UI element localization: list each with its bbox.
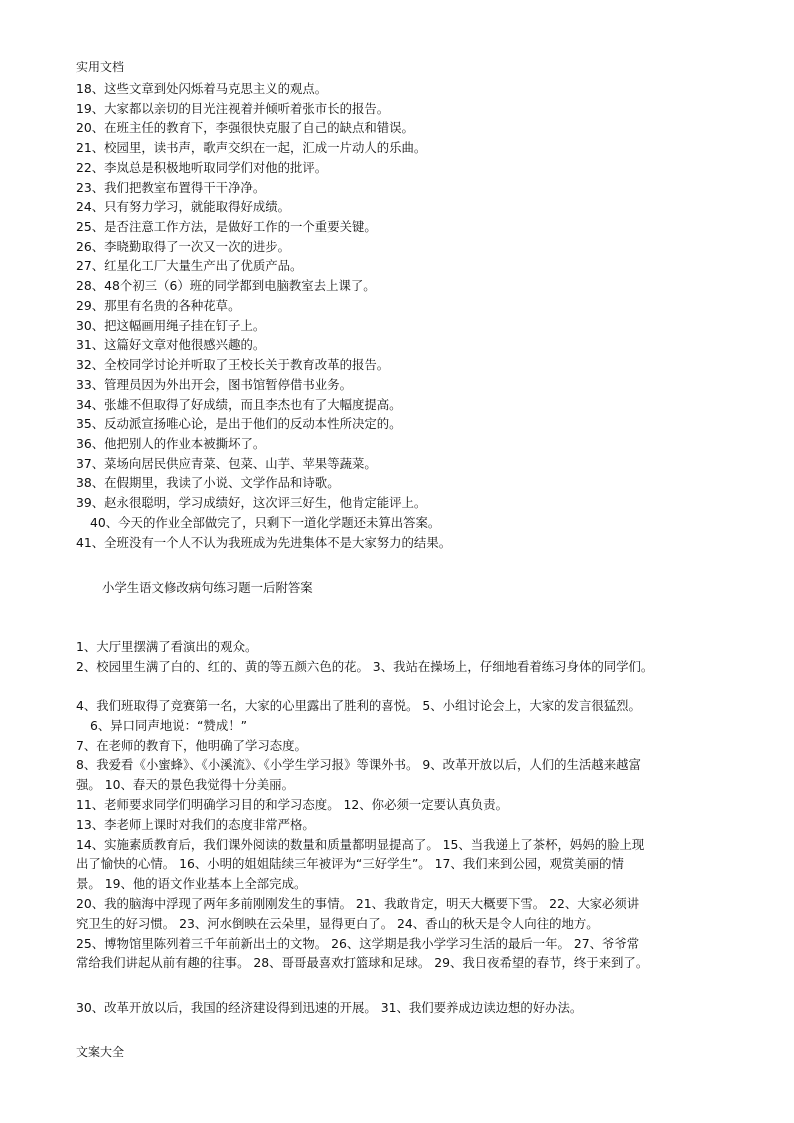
list-item: 33、管理员因为外出开会，图书馆暂停借书业务。 [76,376,352,392]
answer-line: 25、博物馆里陈列着三千年前新出土的文物。 26、这学期是我小学学习生活的最后一年。 27、爷爷常 [76,935,640,951]
answer-line: 30、改革开放以后，我国的经济建设得到迅速的开展。 31、我们要养成边读边想的好办法。 [76,1000,583,1015]
list-item: 41、全班没有一个人不认为我班成为先进集体不是大家努力的结果。 [76,534,452,550]
list-item: 28、48个初三（6）班的同学都到电脑教室去上课了。 [76,278,376,294]
list-item: 36、他把别人的作业本被撕坏了。 [76,435,266,451]
answer-line: 出了愉快的心情。 16、小明的姐姐陆续三年被评为“三好学生”。 17、我们来到公园，观赏美丽的情 [76,856,624,872]
list-item: 30、把这幅画用绳子挂在钉子上。 [76,317,266,333]
list-item: 35、反动派宣扬唯心论，是出于他们的反动本性所决定的。 [76,416,402,432]
answer-line: 7、在老师的教育下，他明确了学习态度。 [76,737,307,753]
answers-paragraph-2 [76,696,726,973]
answer-line: 20、我的脑海中浮现了两年多前刚刚发生的事情。 21、我敢肯定，明天大概要下雪。 22、大家必须讲 [76,895,640,911]
list-item: 40、今天的作业全部做完了，只剩下一道化学题还未算出答案。 [90,514,441,530]
answer-line: 究卫生的好习惯。 23、河水倒映在云朵里，显得更白了。 24、香山的秋天是令人向往的地方。 [76,915,599,931]
answer-line: 11、老师要求同学们明确学习目的和学习态度。 12、你必须一定要认真负责。 [76,796,508,812]
answer-line: 8、我爱看《小蜜蜂》、《小溪流》、《小学生学习报》等课外书。 9、改革开放以后，人们的生活越来越富 [76,757,641,773]
answer-line: 2、校园里生满了白的、红的、黄的等五颜六色的花。 3、我站在操场上，仔细地看着练习身体的同学们。 [76,658,654,674]
list-item: 23、我们把教室布置得干干净净。 [76,179,266,195]
answer-line: 6、异口同声地说：“赞成！” [90,717,248,733]
list-item: 20、在班主任的教育下，李强很快克服了自己的缺点和错误。 [76,120,414,136]
page-footer: 文案大全 [76,1045,125,1059]
list-item: 24、只有努力学习，就能取得好成绩。 [76,199,291,215]
answer-line: 13、李老师上课时对我们的态度非常严格。 [76,816,315,832]
section-title: 小学生语文修改病句练习题一后附答案 [102,580,313,595]
answer-line: 14、实施素质教育后，我们课外阅读的数量和质量都明显提高了。 15、当我递上了茶杯，妈妈的脸上现 [76,836,645,852]
answer-line: 强。 10、春天的景色我觉得十分美丽。 [76,777,294,793]
list-item: 29、那里有名贵的各种花草。 [76,297,241,313]
answers-paragraph-3 [76,998,726,1018]
answer-line: 4、我们班取得了竞赛第一名，大家的心里露出了胜利的喜悦。 5、小组讨论会上，大家的发言很猛烈。 [76,698,641,713]
sentence-list [76,79,726,552]
answer-line: 常给我们讲起从前有趣的往事。 28、哥哥最喜欢打篮球和足球。 29、我日夜希望的春节，终于来到了。 [76,955,649,971]
list-item: 31、这篇好文章对他很感兴趣的。 [76,337,266,353]
list-item: 21、校园里，读书声，歌声交织在一起，汇成一片动人的乐曲。 [76,140,427,156]
list-item: 18、这些文章到处闪烁着马克思主义的观点。 [76,81,328,96]
list-item: 22、李岚总是积极地听取同学们对他的批评。 [76,159,328,175]
list-item: 38、在假期里，我读了小说、文学作品和诗歌。 [76,475,340,491]
page-header: 实用文档 [76,60,125,74]
list-item: 39、赵永很聪明，学习成绩好，这次评三好生，他肯定能评上。 [76,495,427,511]
answer-line: 景。 19、他的语文作业基本上全部完成。 [76,876,307,892]
list-item: 37、菜场向居民供应青菜、包菜、山芋、苹果等蔬菜。 [76,455,377,471]
answer-line: 1、大厅里摆满了看演出的观众。 [76,639,258,654]
list-item: 34、张雄不但取得了好成绩，而且李杰也有了大幅度提高。 [76,396,402,412]
list-item: 26、李晓勤取得了一次又一次的进步。 [76,238,291,254]
list-item: 32、全校同学讨论并听取了王校长关于教育改革的报告。 [76,357,390,373]
answers-paragraph-1 [76,637,726,677]
list-item: 25、是否注意工作方法，是做好工作的一个重要关键。 [76,219,377,235]
list-item: 27、红星化工厂大量生产出了优质产品。 [76,258,303,274]
list-item: 19、大家都以亲切的目光注视着并倾听着张市长的报告。 [76,100,390,116]
